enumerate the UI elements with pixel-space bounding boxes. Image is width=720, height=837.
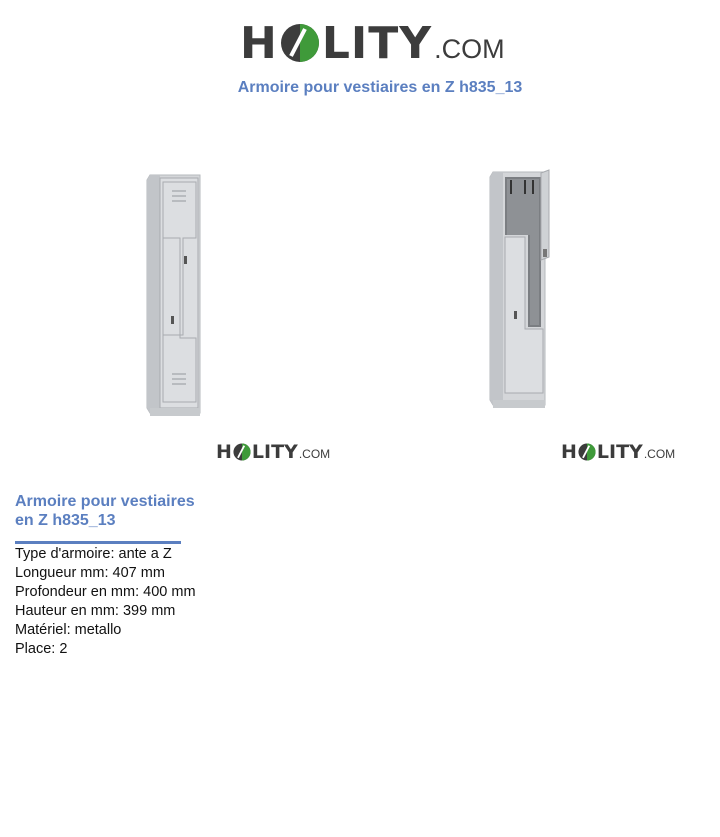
spec-item: Profondeur en mm: 400 mm: [15, 584, 196, 600]
locker-open-image: [485, 165, 555, 415]
spec-list: [15, 545, 196, 659]
spec-item: Type d'armoire: ante a Z: [15, 546, 172, 562]
page-title: Armoire pour vestiaires en Z h835_13: [237, 79, 523, 96]
title-divider: [15, 541, 181, 544]
logo-domain: .COM: [298, 447, 331, 461]
locker-closed-image: [140, 170, 206, 420]
logo-text-h: H: [561, 441, 577, 463]
logo-text-lity: LITY: [596, 441, 643, 463]
logo-text-h: H: [240, 18, 278, 69]
logo-o-leaf-icon: [233, 443, 251, 461]
image-logo-right: [561, 438, 675, 462]
logo-o-leaf-icon: [280, 23, 320, 63]
spec-item: Place: 2: [15, 641, 68, 657]
logo-o-leaf-icon: [578, 443, 596, 461]
image-logo-left: [216, 438, 330, 462]
header-logo[interactable]: [240, 12, 505, 69]
product-name: Armoire pour vestiaires en Z h835_13: [15, 493, 195, 529]
logo-text-lity: LITY: [251, 441, 298, 463]
logo-domain: .COM: [643, 447, 676, 461]
spec-item: Matériel: metallo: [15, 622, 122, 638]
logo-text-h: H: [216, 441, 232, 463]
logo-text-lity: LITY: [321, 18, 433, 69]
logo-domain: .COM: [434, 34, 505, 64]
spec-item: Longueur mm: 407 mm: [15, 565, 165, 581]
spec-item: Hauteur en mm: 399 mm: [15, 603, 176, 619]
